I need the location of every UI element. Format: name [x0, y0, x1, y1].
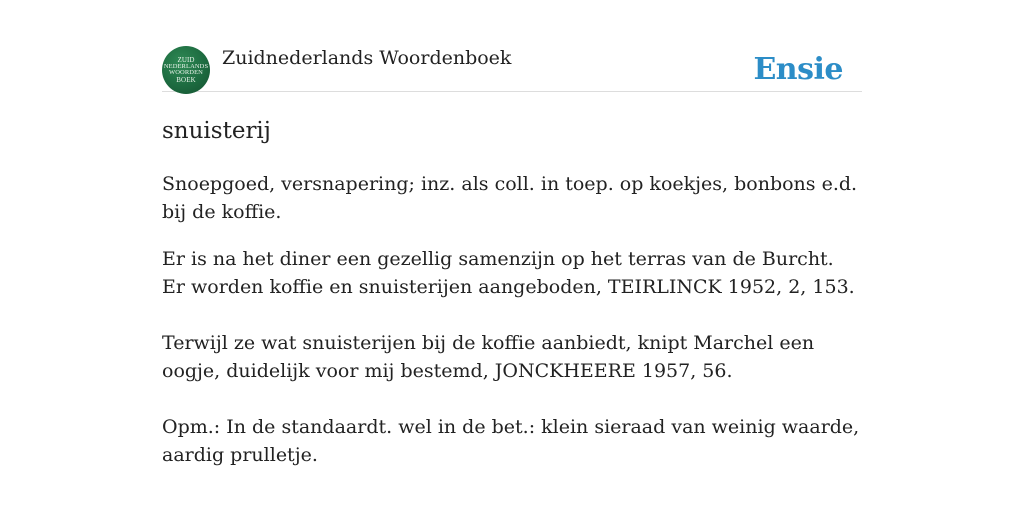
example-quote: Er is na het diner een gezellig samenzijn op het terras van de Burcht. Er worden koffie en snuisterijen aangeboden, TEIRLINCK 1952, 2, 153. [162, 248, 855, 298]
logo-text-line: ZUID [177, 56, 195, 64]
source-title[interactable]: Zuidnederlands Woordenboek [222, 47, 512, 69]
brand-logo[interactable]: Ensie [753, 52, 843, 87]
entry-title: snuisterij [162, 118, 271, 144]
header [162, 44, 862, 92]
source-logo[interactable] [162, 46, 210, 94]
logo-text-line: WOORDEN [169, 69, 203, 76]
definition-text: Snoepgoed, versnapering; inz. als coll. in toep. op koekjes, bonbons e.d. bij de koffie. [162, 173, 858, 223]
example-quote: Terwijl ze wat snuisterijen bij de koffie aanbiedt, knipt Marchel een oogje, duidelijk voor mij bestemd, JONCKHEERE 1957, 56. [162, 332, 815, 382]
logo-text-line: BOEK [176, 75, 196, 84]
logo-text-line: NEDERLANDS [163, 62, 209, 70]
entry-card [162, 44, 862, 469]
usage-note: Opm.: In de standaardt. wel in de bet.: klein sieraad van weinig waarde, aardig prulletje. [162, 416, 860, 466]
